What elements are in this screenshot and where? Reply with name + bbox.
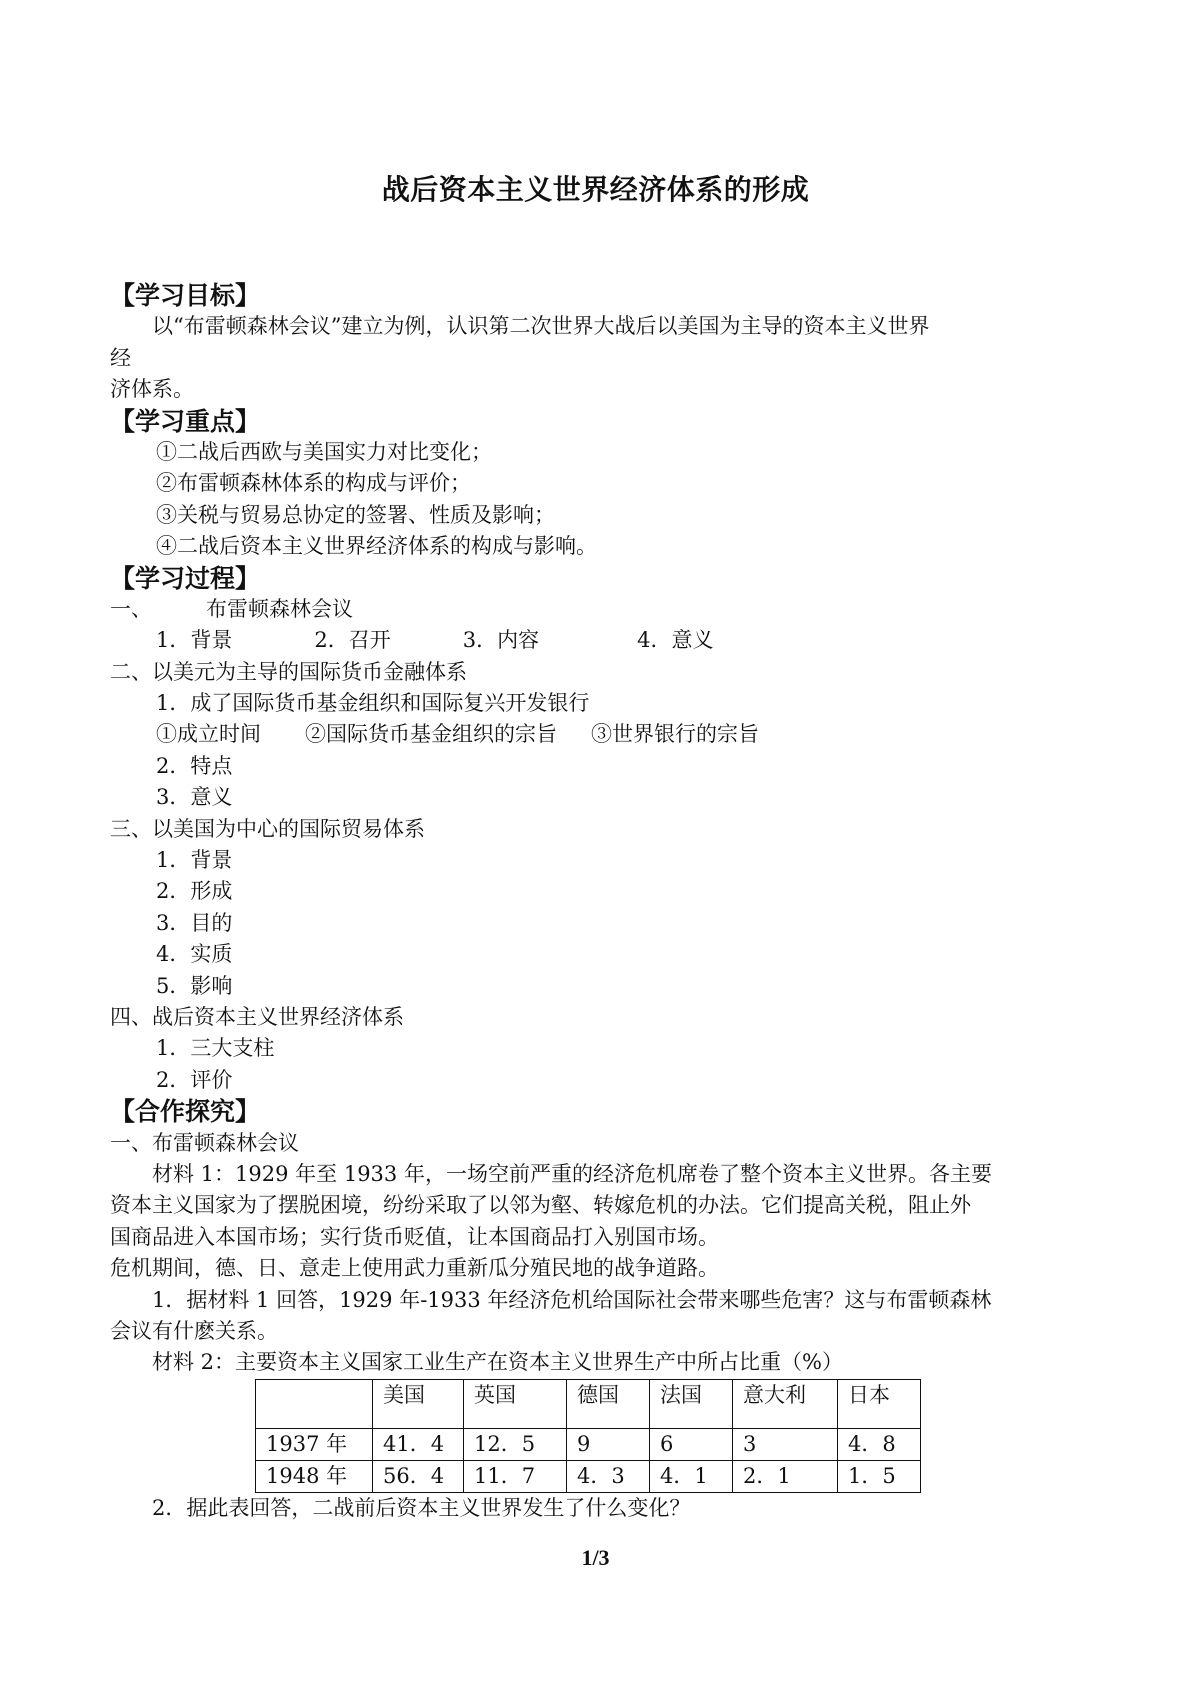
table-cell: 12．5: [464, 1428, 567, 1460]
list-item: 2．召开: [314, 628, 391, 653]
table-header-cell: 意大利: [733, 1379, 838, 1428]
question1-text: 会议有什麽关系。: [110, 1318, 278, 1343]
process-part2-subitems: [110, 719, 1095, 750]
table-cell: 1937 年: [256, 1428, 373, 1460]
list-item: 2．形成: [156, 879, 233, 904]
list-item: 4．意义: [637, 628, 714, 653]
section-heading-process: 【学习过程】: [110, 563, 261, 593]
inquiry-part1-title: 一、布雷顿森林会议: [110, 1130, 299, 1155]
question2-text: 2．据此表回答，二战前后资本主义世界发生了什么变化？: [152, 1495, 691, 1520]
list-item: 4．实质: [156, 942, 233, 967]
table-cell: 2．1: [733, 1460, 838, 1492]
process-part4-title: 四、战后资本主义世界经济体系: [110, 1004, 404, 1029]
section-heading-key-points: 【学习重点】: [110, 406, 261, 436]
list-item: 2．特点: [156, 753, 233, 778]
process-part1-title: [110, 594, 1095, 625]
list-item: 5．影响: [156, 973, 233, 998]
material2-caption: 材料 2：主要资本主义国家工业生产在资本主义世界生产中所占比重（%）: [152, 1350, 843, 1375]
key-point-item: ①二战后西欧与美国实力对比变化；: [156, 439, 492, 464]
goals-text-line: 济体系。: [110, 377, 194, 402]
question1-text: 1．据材料 1 回答，1929 年-1933 年经济危机给国际社会带来哪些危害？这与布雷顿森林: [152, 1287, 992, 1312]
table-cell: 4．3: [567, 1460, 650, 1492]
section-heading-inquiry: 【合作探究】: [110, 1097, 261, 1127]
goals-text-line: 经: [110, 345, 131, 370]
list-subitem: ②国际货币基金组织的宗旨: [305, 722, 557, 747]
part-title: 布雷顿森林会议: [206, 596, 353, 621]
list-subitem: ③世界银行的宗旨: [591, 722, 759, 747]
process-part3-title: 三、以美国为中心的国际贸易体系: [110, 816, 425, 841]
key-point-item: ④二战后资本主义世界经济体系的构成与影响。: [156, 534, 597, 559]
key-point-item: ②布雷顿森林体系的构成与评价；: [156, 471, 471, 496]
list-item: 1．三大支柱: [156, 1036, 275, 1061]
list-item: 1．背景: [156, 848, 233, 873]
section-heading-goals: 【学习目标】: [110, 281, 261, 310]
table-header-cell: 英国: [464, 1379, 567, 1428]
table-cell: 41．4: [373, 1428, 464, 1460]
material1-text: 国商品进入本国市场；实行货币贬值，让本国商品打入别国市场。: [110, 1224, 719, 1249]
list-item: 3．内容: [462, 628, 540, 653]
table-row: [256, 1428, 921, 1460]
table-cell: 11．7: [464, 1460, 567, 1492]
table-header-cell: 法国: [650, 1379, 733, 1428]
part-number: 一、: [110, 596, 152, 621]
table-header-cell: 德国: [567, 1379, 650, 1428]
table-cell: 1948 年: [256, 1460, 373, 1492]
material1-text: 材料 1：1929 年至 1933 年，一场空前严重的经济危机席卷了整个资本主义世界。各主要: [152, 1161, 992, 1186]
table-header-cell: [256, 1379, 373, 1428]
table-cell: 9: [567, 1428, 650, 1460]
table-cell: 4．1: [650, 1460, 733, 1492]
list-subitem: ①成立时间: [156, 722, 261, 747]
table-row: [256, 1460, 921, 1492]
process-part2-title: 二、以美元为主导的国际货币金融体系: [110, 659, 467, 684]
list-item: 2．评价: [156, 1067, 233, 1092]
list-item: 3．意义: [156, 785, 233, 810]
table-cell: 6: [650, 1428, 733, 1460]
table-header-cell: 美国: [373, 1379, 464, 1428]
process-part1-items: [110, 625, 1095, 656]
goals-text-line: 以“布雷顿森林会议”建立为例，认识第二次世界大战后以美国为主导的资本主义世界: [152, 314, 930, 339]
list-item: 1．成了国际货币基金组织和国际复兴开发银行: [156, 691, 590, 716]
key-point-item: ③关税与贸易总协定的签署、性质及影响；: [156, 502, 555, 527]
list-item: 3．目的: [156, 910, 233, 935]
page-number: 1/3: [581, 1545, 610, 1570]
list-item: 1．背景: [156, 628, 233, 653]
page-title: 战后资本主义世界经济体系的形成: [381, 173, 810, 206]
table-cell: 3: [733, 1428, 838, 1460]
document-body: [110, 280, 1095, 1524]
material1-text: 危机期间，德、日、意走上使用武力重新瓜分殖民地的战争道路。: [110, 1256, 719, 1281]
table-cell: 4．8: [838, 1428, 921, 1460]
table-cell: 1．5: [838, 1460, 921, 1492]
production-share-table: [255, 1379, 921, 1493]
table-header-row: [256, 1379, 921, 1428]
material1-text: 资本主义国家为了摆脱困境，纷纷采取了以邻为壑、转嫁危机的办法。它们提高关税，阻止外: [110, 1193, 971, 1218]
table-cell: 56．4: [373, 1460, 464, 1492]
table-header-cell: 日本: [838, 1379, 921, 1428]
